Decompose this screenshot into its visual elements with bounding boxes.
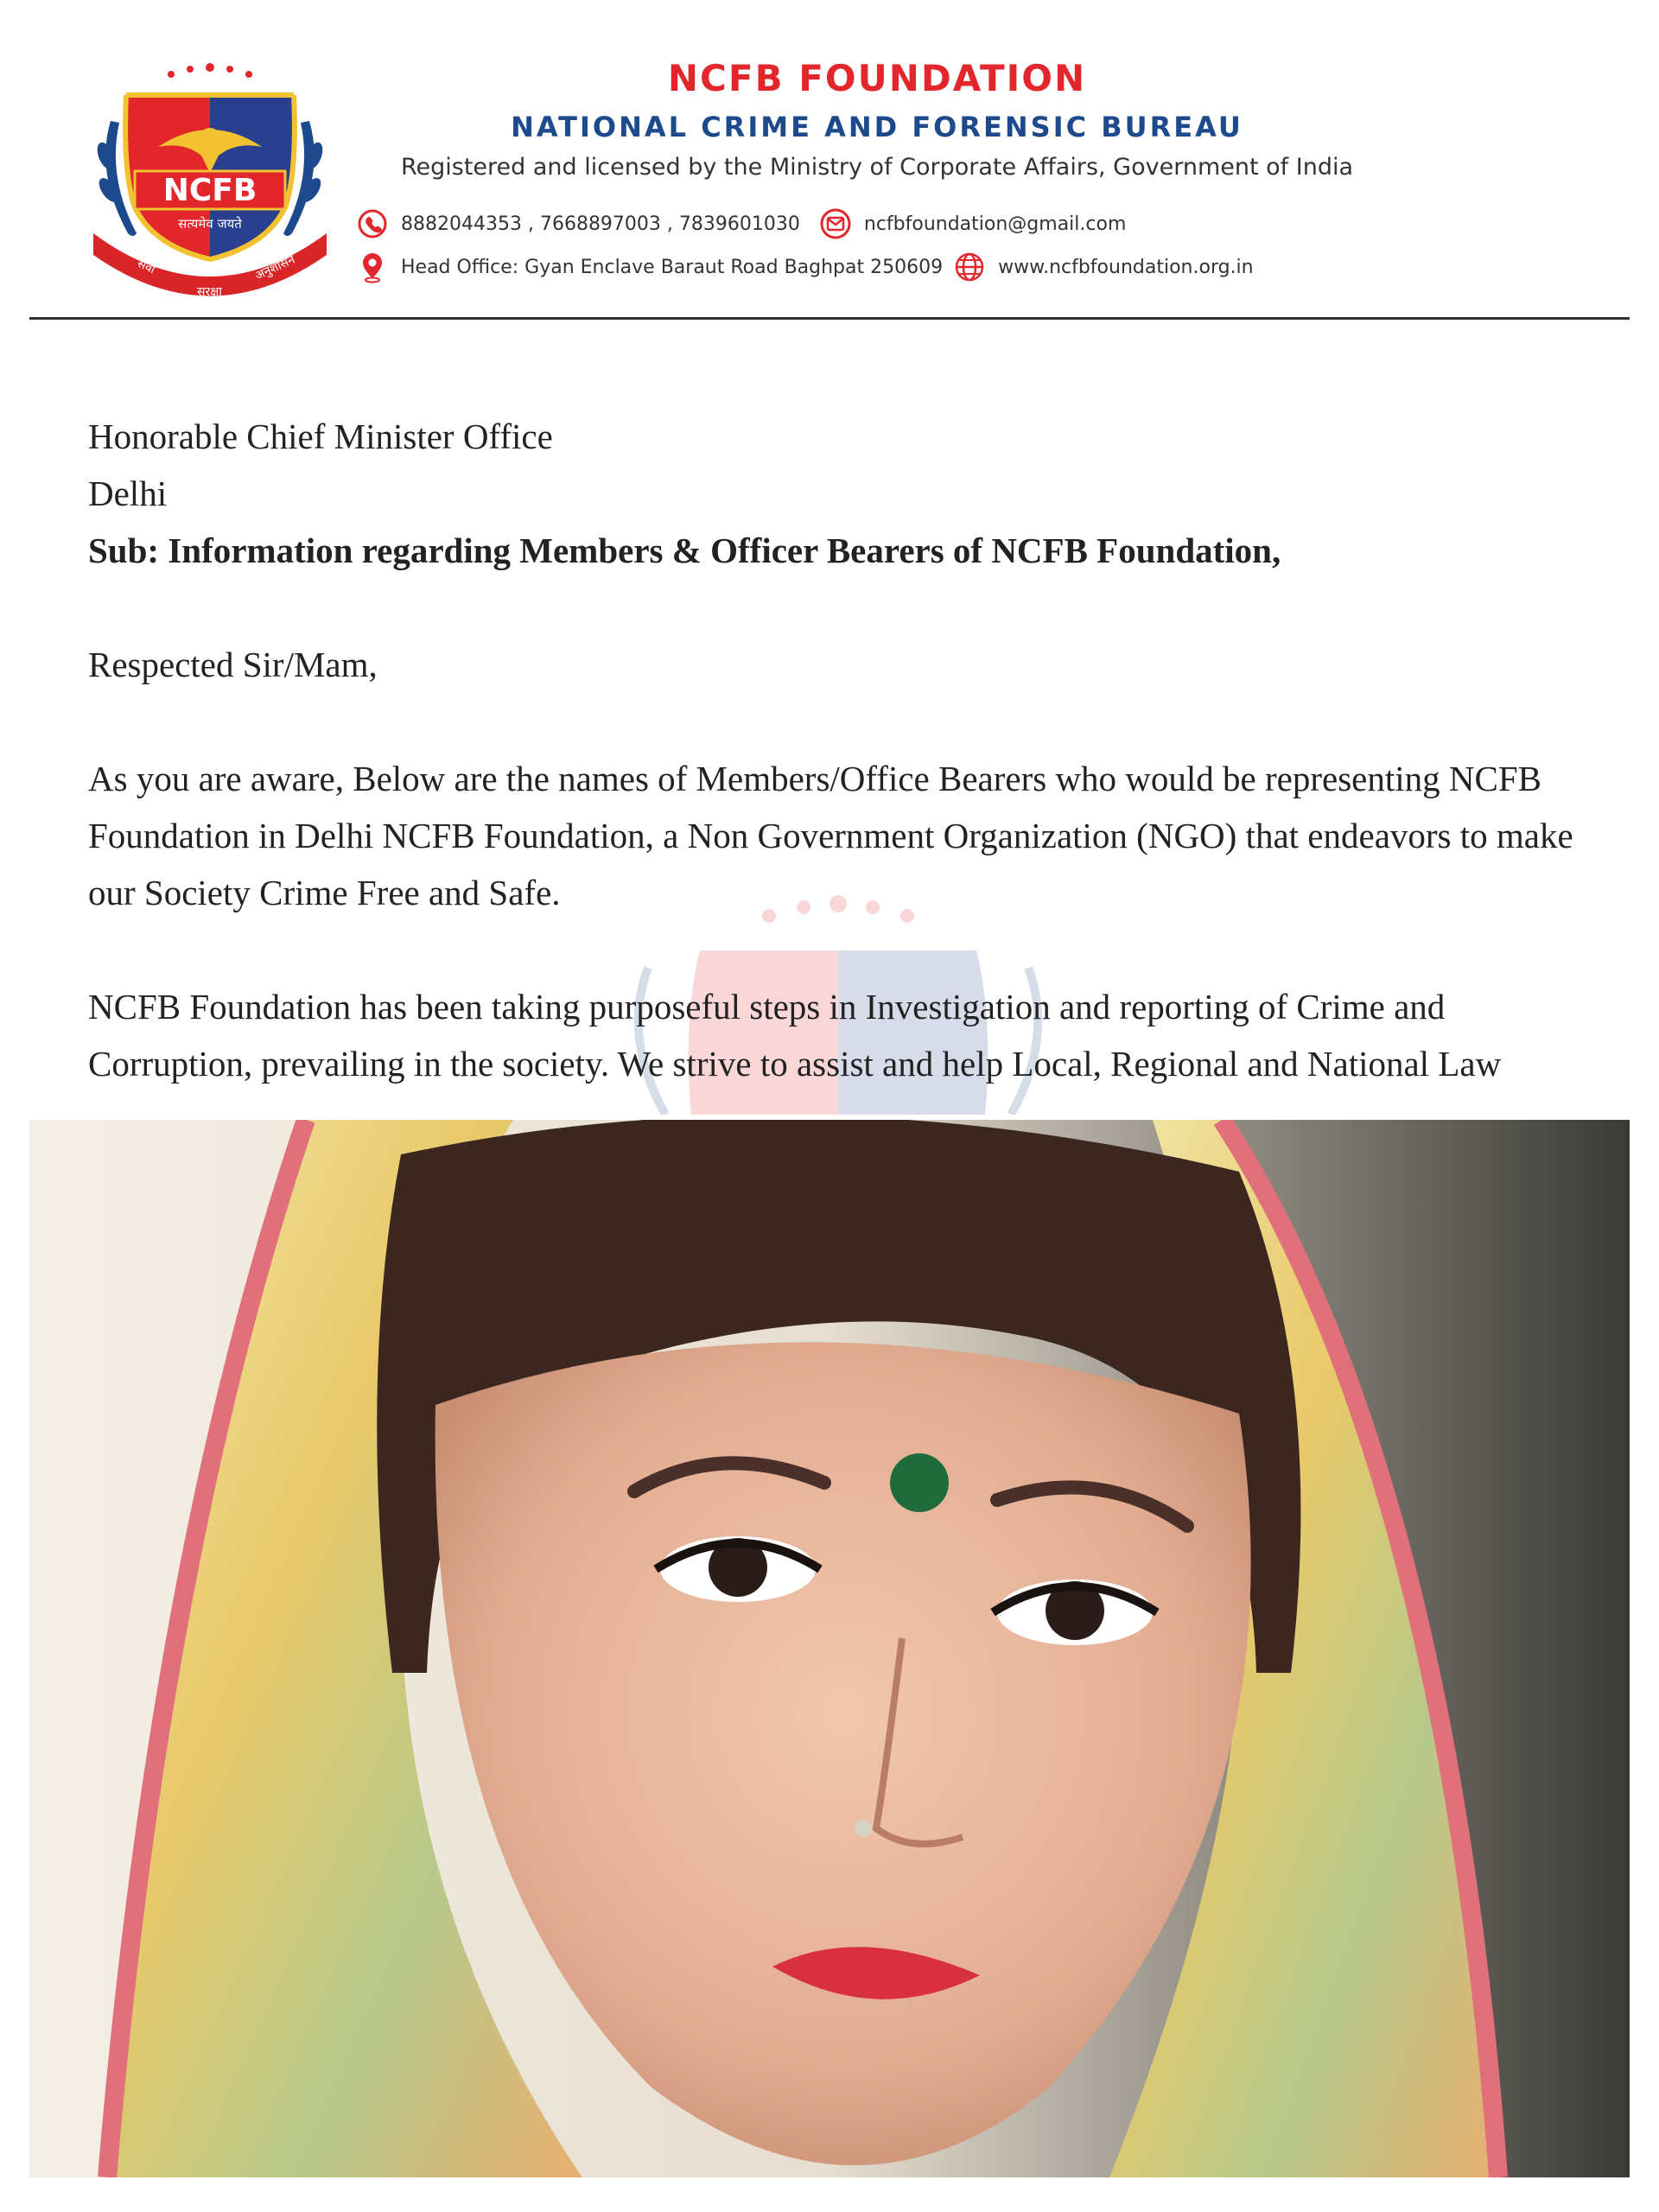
org-title: NCFB FOUNDATION: [667, 57, 1087, 99]
email-address[interactable]: ncfbfoundation@gmail.com: [863, 213, 1127, 235]
phone-numbers: 8882044353 , 7668897003 , 7839601030: [401, 213, 800, 235]
phone-icon: [356, 207, 389, 240]
website-link[interactable]: www.ncfbfoundation.org.in: [998, 256, 1254, 278]
logo-ribbon-2: सुरक्षा: [197, 285, 222, 299]
logo-motto: सत्यमेव जयते: [178, 216, 242, 232]
letter-subject: Sub: Information regarding Members & Officer Bearers of NCFB Foundation,: [88, 531, 1281, 570]
org-registration: Registered and licensed by the Ministry of Corporate Affairs, Government of India: [400, 154, 1354, 181]
recipient-line-1: Honorable Chief Minister Office: [88, 416, 553, 456]
globe-icon: [953, 251, 986, 283]
paragraph-1: As you are aware, Below are the names of Members/Office Bearers who would be representing NCFB Foundation in Delhi NCFB Foundation, a Non Government Organization (NGO) that endeavors to make our Society Crime Free and Safe.: [88, 759, 1573, 912]
logo-ribbon-1: सेवा: [135, 257, 157, 277]
letter-body: [88, 408, 1592, 1092]
email-icon: [819, 207, 852, 240]
salutation: Respected Sir/Mam,: [88, 645, 378, 684]
contact-row-phone-email: [356, 204, 1126, 244]
location-pin-icon: [356, 251, 389, 283]
logo-ribbon-3: अनुशासन: [252, 252, 297, 283]
member-portrait-photo: [29, 1120, 1630, 2177]
logo-text: NCFB: [162, 173, 257, 208]
head-office-address: Head Office: Gyan Enclave Baraut Road Baghpat 250609: [401, 256, 944, 278]
recipient-line-2: Delhi: [88, 474, 168, 513]
header-divider: [29, 317, 1630, 320]
contact-row-address-website: [356, 247, 1254, 287]
org-subtitle: NATIONAL CRIME AND FORENSIC BUREAU: [511, 111, 1243, 143]
paragraph-2: NCFB Foundation has been taking purposeful steps in Investigation and reporting of Crime and Corruption, prevailing in the society. We strive to assist and help Local, Regional and National Law: [88, 987, 1502, 1084]
